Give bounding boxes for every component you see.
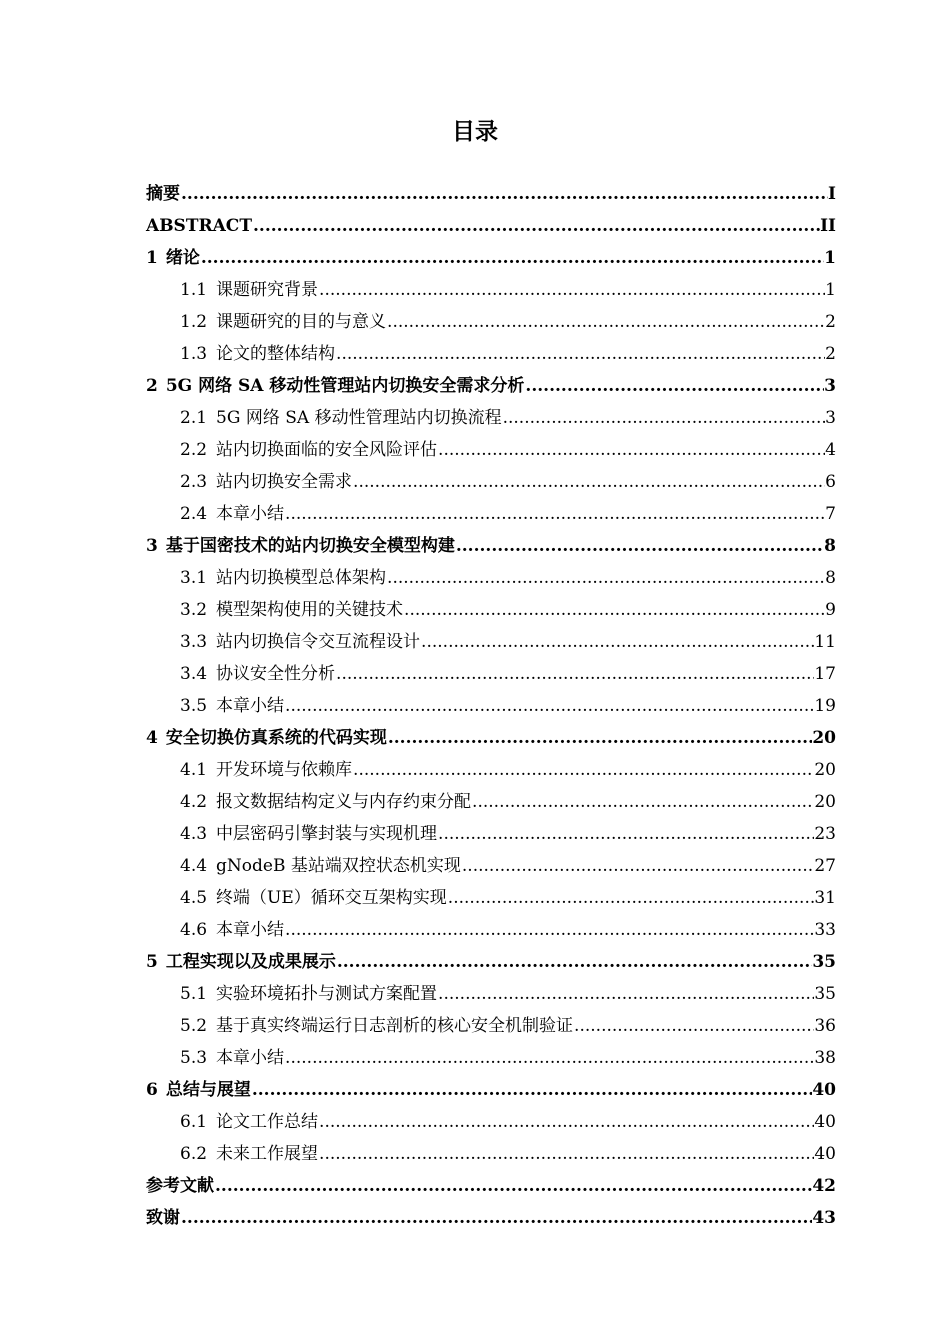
toc-entry[interactable] (146, 594, 836, 626)
toc-entry-page-number: 3 (824, 376, 836, 396)
toc-entry-page-number: 1 (824, 248, 836, 268)
toc-dot-leader (284, 1042, 814, 1074)
toc-entry-page-number: 8 (824, 536, 836, 556)
toc-entry[interactable] (146, 1138, 836, 1170)
toc-entry-page-number: 42 (812, 1176, 836, 1196)
toc-entry-page-number: 31 (814, 888, 836, 908)
toc-entry-page-number: 40 (812, 1080, 836, 1100)
toc-entry-label (180, 1138, 318, 1170)
toc-entry-label (180, 466, 352, 498)
toc-dot-leader (573, 1010, 814, 1042)
toc-entry[interactable] (146, 242, 836, 274)
toc-entry-title: 实验环境拓扑与测试方案配置 (216, 984, 438, 1004)
toc-entry-number: 5.3 (180, 1048, 208, 1068)
toc-entry-number: 5.1 (180, 984, 208, 1004)
toc-entry-number: 3.1 (180, 568, 208, 588)
toc-dot-leader (455, 530, 824, 562)
toc-dot-leader (214, 1170, 812, 1202)
toc-entry-page-number: 35 (812, 952, 836, 972)
toc-entry[interactable] (146, 274, 836, 306)
toc-entry-number: 6.1 (180, 1112, 208, 1132)
toc-entry-page-number: 3 (825, 408, 836, 428)
toc-dot-leader (284, 690, 814, 722)
toc-entry-label (180, 626, 420, 658)
toc-entry[interactable] (146, 818, 836, 850)
toc-entry-page-number: 4 (825, 440, 836, 460)
toc-dot-leader (180, 1202, 812, 1234)
toc-entry[interactable] (146, 1170, 836, 1202)
toc-entry[interactable] (146, 530, 836, 562)
toc-entry-title: 未来工作展望 (216, 1144, 319, 1164)
toc-entry-page-number: 20 (814, 792, 836, 812)
toc-dot-leader (335, 338, 825, 370)
toc-entry[interactable] (146, 658, 836, 690)
toc-entry-page-number: 38 (814, 1048, 836, 1068)
toc-entry[interactable] (146, 626, 836, 658)
toc-dot-leader (318, 274, 825, 306)
toc-entry-number: 2 (146, 376, 158, 396)
toc-entry-label (180, 402, 502, 434)
toc-entry-label (180, 690, 284, 722)
toc-entry-number: 1.2 (180, 312, 208, 332)
toc-entry[interactable] (146, 722, 836, 754)
toc-entry-label (146, 530, 455, 562)
toc-entry-title: 课题研究背景 (216, 280, 319, 300)
toc-entry-number: 5 (146, 952, 158, 972)
toc-entry-label (180, 658, 335, 690)
toc-entry-number: 1 (146, 248, 158, 268)
toc-dot-leader (352, 754, 814, 786)
toc-dot-leader (387, 722, 812, 754)
toc-entry-title: 开发环境与依赖库 (216, 760, 353, 780)
toc-entry[interactable] (146, 306, 836, 338)
toc-dot-leader (335, 658, 814, 690)
toc-dot-leader (180, 178, 828, 210)
toc-entry[interactable] (146, 178, 836, 210)
toc-entry[interactable] (146, 210, 836, 242)
toc-entry-label (180, 786, 471, 818)
toc-entry[interactable] (146, 434, 836, 466)
toc-dot-leader (437, 818, 814, 850)
toc-dot-leader (252, 210, 820, 242)
toc-dot-leader (447, 882, 815, 914)
toc-entry[interactable] (146, 1042, 836, 1074)
toc-entry-label (180, 434, 437, 466)
toc-entry-title: 基于真实终端运行日志剖析的核心安全机制验证 (216, 1016, 574, 1036)
toc-entry-number: 4.6 (180, 920, 208, 940)
toc-dot-leader (200, 242, 824, 274)
toc-entry-page-number: 40 (814, 1112, 836, 1132)
toc-entry-number: 2.4 (180, 504, 208, 524)
toc-entry-label (180, 754, 352, 786)
toc-entry-page-number: 33 (814, 920, 836, 940)
toc-entry-number: 3.3 (180, 632, 208, 652)
toc-entry-number: 6.2 (180, 1144, 208, 1164)
toc-entry-title: 本章小结 (216, 920, 285, 940)
toc-entry[interactable] (146, 1106, 836, 1138)
toc-entry-title: 站内切换信令交互流程设计 (216, 632, 421, 652)
toc-entry-page-number: 7 (825, 504, 836, 524)
toc-entry-number: 3.2 (180, 600, 208, 620)
toc-entry-page-number: 1 (825, 280, 836, 300)
toc-entry-label (180, 338, 335, 370)
toc-entry[interactable] (146, 914, 836, 946)
toc-dot-leader (471, 786, 814, 818)
toc-entry-page-number: 20 (812, 728, 836, 748)
toc-dot-leader (502, 402, 826, 434)
toc-dot-leader (437, 978, 814, 1010)
toc-entry-number: 4.3 (180, 824, 208, 844)
toc-entry-title: 课题研究的目的与意义 (216, 312, 387, 332)
toc-entry-number: 4.4 (180, 856, 208, 876)
toc-entry-label (146, 1074, 251, 1106)
toc-entry-label (146, 1170, 214, 1202)
toc-entry-number: 1.1 (180, 280, 208, 300)
toc-entry-page-number: 8 (825, 568, 836, 588)
toc-entry-label (180, 498, 284, 530)
toc-entry-label (146, 178, 180, 210)
toc-entry-title: 安全切换仿真系统的代码实现 (165, 728, 387, 748)
toc-entry-page-number: 27 (814, 856, 836, 876)
toc-entry-label (180, 1010, 573, 1042)
toc-entry-label (180, 914, 284, 946)
toc-entry[interactable] (146, 690, 836, 722)
toc-entry-number: 3.5 (180, 696, 208, 716)
toc-entry-title: 本章小结 (216, 696, 285, 716)
toc-dot-leader (352, 466, 825, 498)
toc-entry[interactable] (146, 1074, 836, 1106)
toc-entry-page-number: 17 (814, 664, 836, 684)
toc-entry-number: 4.5 (180, 888, 208, 908)
toc-entry-title: 站内切换安全需求 (216, 472, 353, 492)
toc-entry-title: 论文工作总结 (216, 1112, 319, 1132)
toc-entry-label (180, 1106, 318, 1138)
toc-entry-number: 2.1 (180, 408, 208, 428)
page-title: 目录 (452, 119, 498, 145)
toc-entry-page-number: 19 (814, 696, 836, 716)
toc-entry-page-number: 35 (814, 984, 836, 1004)
toc-entry[interactable] (146, 754, 836, 786)
toc-entry-title: 总结与展望 (165, 1080, 251, 1100)
toc-entry-title: 本章小结 (216, 504, 285, 524)
toc-entry[interactable] (146, 466, 836, 498)
toc-entry-label (146, 1202, 180, 1234)
toc-entry[interactable] (146, 882, 836, 914)
toc-entry-number: 4 (146, 728, 158, 748)
toc-entry[interactable] (146, 370, 836, 402)
toc-entry-label (180, 882, 447, 914)
toc-entry-title: 终端（UE）循环交互架构实现 (216, 888, 447, 908)
toc-entry[interactable] (146, 498, 836, 530)
toc-entry-title: 中层密码引擎封装与实现机理 (216, 824, 438, 844)
toc-entry-title: 5G 网络 SA 移动性管理站内切换安全需求分析 (165, 376, 525, 396)
toc-entry-page-number: 2 (825, 312, 836, 332)
toc-entry-label (180, 850, 461, 882)
toc-entry-title: 绪论 (165, 248, 200, 268)
toc-entry-label (180, 306, 386, 338)
toc-entry-label (180, 1042, 284, 1074)
toc-entry-title: 站内切换模型总体架构 (216, 568, 387, 588)
toc-entry-number: 3 (146, 536, 158, 556)
toc-entry-title: 致谢 (146, 1208, 180, 1228)
toc-entry-page-number: 20 (814, 760, 836, 780)
toc-entry[interactable] (146, 402, 836, 434)
toc-entry-label (146, 722, 387, 754)
toc-entry-page-number: 9 (825, 600, 836, 620)
toc-entry[interactable] (146, 562, 836, 594)
toc-entry-label (180, 562, 386, 594)
toc-entry-label (146, 210, 252, 242)
toc-entry-title: ABSTRACT (146, 216, 252, 236)
toc-entry[interactable] (146, 338, 836, 370)
toc-entry[interactable] (146, 850, 836, 882)
toc-dot-leader (386, 562, 825, 594)
toc-entry-title: 工程实现以及成果展示 (165, 952, 336, 972)
toc-entry-page-number: 11 (814, 632, 836, 652)
toc-entry-page-number: 43 (812, 1208, 836, 1228)
toc-entry-title: 摘要 (146, 184, 180, 204)
toc-entry-title: 站内切换面临的安全风险评估 (216, 440, 438, 460)
toc-entry[interactable] (146, 1010, 836, 1042)
toc-entry-title: gNodeB 基站端双控状态机实现 (216, 856, 461, 876)
toc-entry-page-number: 36 (814, 1016, 836, 1036)
toc-dot-leader (318, 1106, 814, 1138)
toc-entry-title: 论文的整体结构 (216, 344, 336, 364)
toc-dot-leader (437, 434, 825, 466)
toc-entry-number: 2.2 (180, 440, 208, 460)
toc-entry-number: 4.1 (180, 760, 208, 780)
toc-entry-title: 基于国密技术的站内切换安全模型构建 (165, 536, 455, 556)
toc-dot-leader (251, 1074, 812, 1106)
toc-entry-label (180, 274, 318, 306)
toc-entry-page-number: 23 (814, 824, 836, 844)
toc-entry-number: 2.3 (180, 472, 208, 492)
toc-dot-leader (461, 850, 814, 882)
toc-entry-label (180, 978, 437, 1010)
toc-entry[interactable] (146, 1202, 836, 1234)
toc-entry-page-number: 40 (814, 1144, 836, 1164)
toc-dot-leader (336, 946, 812, 978)
toc-entry-title: 报文数据结构定义与内存约束分配 (216, 792, 472, 812)
toc-entry-number: 4.2 (180, 792, 208, 812)
toc-entry-page-number: II (820, 216, 836, 236)
toc-dot-leader (386, 306, 825, 338)
toc-entry-title: 协议安全性分析 (216, 664, 336, 684)
toc-dot-leader (318, 1138, 814, 1170)
toc-entry-label (146, 242, 200, 274)
toc-dot-leader (403, 594, 825, 626)
toc-entry-title: 模型架构使用的关键技术 (216, 600, 404, 620)
toc-entry-number: 6 (146, 1080, 158, 1100)
toc-entry-page-number: I (828, 184, 836, 204)
toc-entry-number: 1.3 (180, 344, 208, 364)
toc-entry-label (180, 594, 403, 626)
toc-entry[interactable] (146, 946, 836, 978)
toc-entry-title: 5G 网络 SA 移动性管理站内切换流程 (216, 408, 502, 428)
toc-dot-leader (284, 498, 825, 530)
table-of-contents (146, 178, 836, 1234)
toc-dot-leader (420, 626, 814, 658)
toc-entry-number: 5.2 (180, 1016, 208, 1036)
toc-entry-label (180, 818, 437, 850)
toc-entry-label (146, 946, 336, 978)
toc-entry-title: 本章小结 (216, 1048, 285, 1068)
toc-entry[interactable] (146, 786, 836, 818)
toc-entry-page-number: 6 (825, 472, 836, 492)
toc-dot-leader (284, 914, 814, 946)
toc-entry[interactable] (146, 978, 836, 1010)
toc-entry-number: 3.4 (180, 664, 208, 684)
toc-entry-label (146, 370, 524, 402)
toc-entry-title: 参考文献 (146, 1176, 214, 1196)
toc-dot-leader (524, 370, 824, 402)
toc-entry-page-number: 2 (825, 344, 836, 364)
